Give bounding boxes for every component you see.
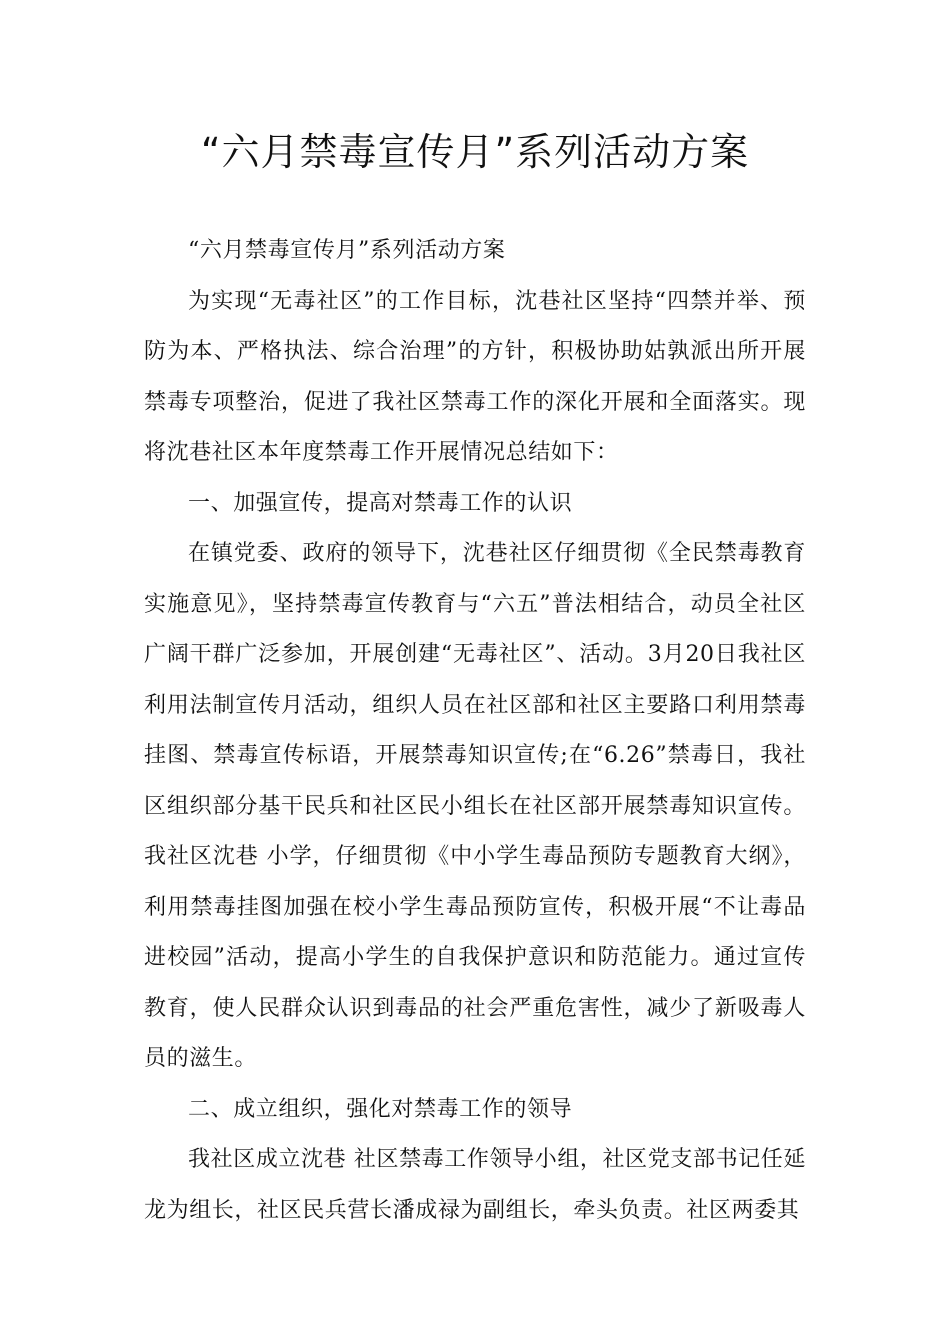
document-title: “六月禁毒宣传月”系列活动方案 [200, 130, 750, 174]
subtitle-paragraph: “六月禁毒宣传月”系列活动方案 [188, 238, 506, 263]
section-heading-1: 一、加强宣传，提高对禁毒工作的认识 [188, 490, 573, 516]
section-2-paragraph: 我社区成立沈巷 社区禁毒工作领导小组，社区党支部书记任延龙为组长，社区民兵营长潘成禄为副组长，牵头负责。社区两委其 [144, 1147, 806, 1223]
section-heading-2: 二、成立组织，强化对禁毒工作的领导 [188, 1096, 573, 1122]
section-1-paragraph: 在镇党委、政府的领导下，沈巷社区仔细贯彻《全民禁毒教育实施意见》，坚持禁毒宣传教育与“六五”普法相结合，动员全社区广阔干群广泛参加，开展创建“无毒社区”、活动。3月20日我社区利用法制宣传月活动，组织人员在社区部和社区主要路口利用禁毒挂图、禁毒宣传标语，开展禁毒知识宣传;在“6.26”禁毒日，我社区组织部分基干民兵和社区民小组长在社区部开展禁毒知识宣传。我社区沈巷 小学，仔细贯彻《中小学生毒品预防专题教育大纲》，利用禁毒挂图加强在校小学生毒品预防宣传，积极开展“不让毒品进校园”活动，提高小学生的自我保护意识和防范能力。通过宣传教育，使人民群众认识到毒品的社会严重危害性，减少了新吸毒人员的滋生。 [144, 541, 806, 1071]
intro-paragraph: 为实现“无毒社区”的工作目标，沈巷社区坚持“四禁并举、预防为本、严格执法、综合治理”的方针，积极协助姑孰派出所开展禁毒专项整治，促进了我社区禁毒工作的深化开展和全面落实。现将沈巷社区本年度禁毒工作开展情况总结如下： [144, 288, 806, 465]
document-body [144, 226, 806, 1236]
